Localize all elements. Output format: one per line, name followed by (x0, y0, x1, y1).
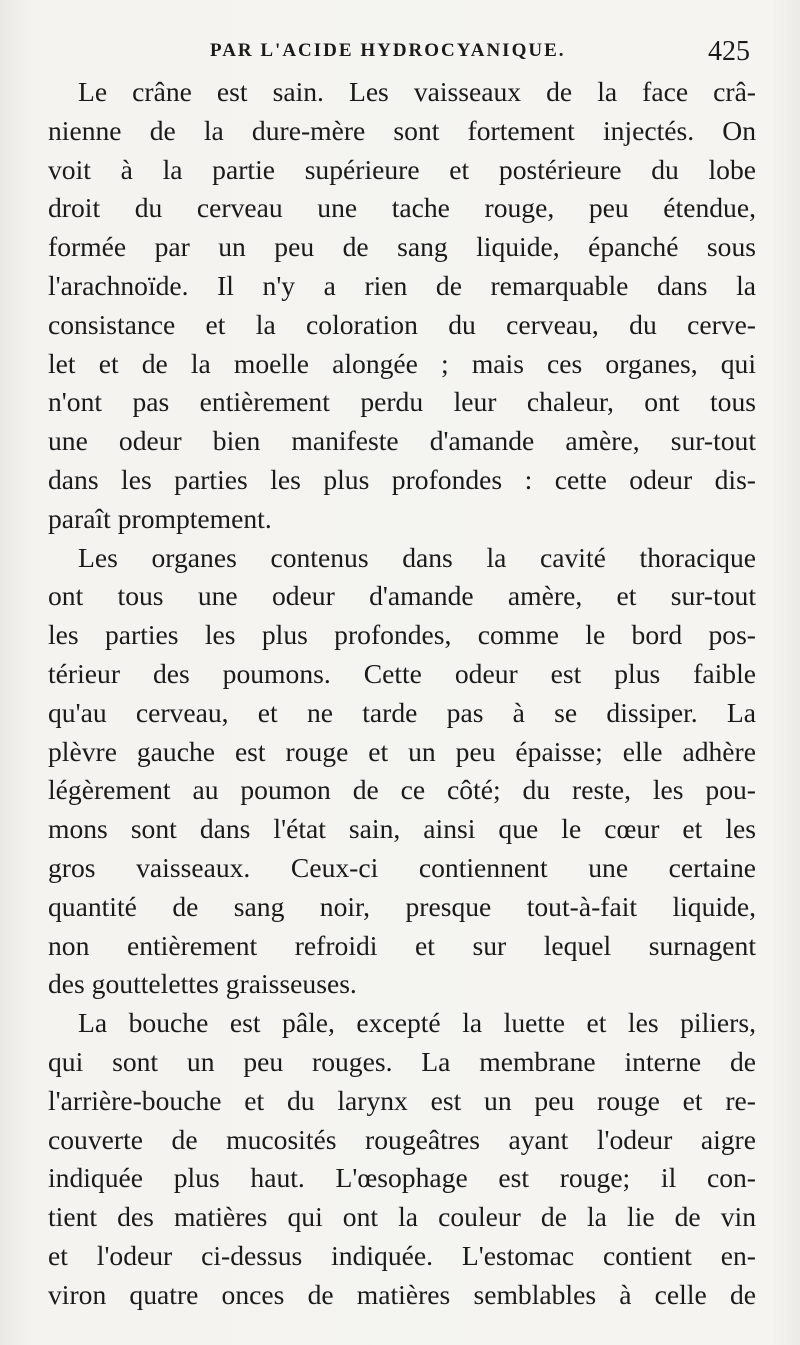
text-line: plèvre gauche est rouge et un peu épaisse; elle adhère (48, 735, 756, 767)
text-line: Les organes contenus dans la cavité thoracique (78, 541, 756, 573)
text-line: quantité de sang noir, presque tout-à-fait liquide, (48, 890, 756, 922)
text-line: légèrement au poumon de ce côté; du reste, les pou- (48, 774, 756, 806)
running-head (60, 36, 750, 66)
text-line: let et de la moelle alongée ; mais ces organes, qui (48, 347, 756, 379)
text-line: les parties les plus profondes, comme le bord pos- (48, 619, 756, 651)
text-line: qui sont un peu rouges. La membrane interne de (48, 1045, 756, 1077)
paragraph-1 (48, 73, 756, 539)
body-text (48, 73, 756, 1315)
text-line: tient des matières qui ont la couleur de la lie de vin (48, 1201, 756, 1233)
text-line: mons sont dans l'état sain, ainsi que le cœur et les (48, 813, 756, 845)
text-line: gros vaisseaux. Ceux-ci contiennent une certaine (48, 851, 756, 883)
text-line: ont tous une odeur d'amande amère, et sur-tout (48, 580, 756, 612)
text-line: une odeur bien manifeste d'amande amère, sur-tout (48, 425, 756, 457)
text-line: nienne de la dure-mère sont fortement injectés. On (48, 114, 756, 146)
text-line: l'arrière-bouche et du larynx est un peu rouge et re- (48, 1084, 756, 1116)
text-line: couverte de mucosités rougeâtres ayant l'odeur aigre (48, 1123, 756, 1155)
paragraph-3 (48, 1004, 756, 1314)
paragraph-2 (48, 539, 756, 1005)
text-line: formée par un peu de sang liquide, épanché sous (48, 231, 756, 263)
text-line: et l'odeur ci-dessus indiquée. L'estomac contient en- (48, 1239, 756, 1271)
running-title: PAR L'ACIDE HYDROCYANIQUE. (210, 40, 566, 61)
text-line: paraît promptement. (48, 502, 272, 534)
text-line: l'arachnoïde. Il n'y a rien de remarquable dans la (48, 269, 756, 301)
text-line: indiquée plus haut. L'œsophage est rouge; il con- (48, 1162, 756, 1194)
text-line: dans les parties les plus profondes : cette odeur dis- (48, 463, 756, 495)
text-line: n'ont pas entièrement perdu leur chaleur, ont tous (48, 386, 756, 418)
text-line: voit à la partie supérieure et postérieure du lobe (48, 153, 756, 185)
text-line: droit du cerveau une tache rouge, peu étendue, (48, 192, 756, 224)
text-line: térieur des poumons. Cette odeur est plus faible (48, 657, 756, 689)
text-line: non entièrement refroidi et sur lequel surnagent (48, 929, 756, 961)
text-line: viron quatre onces de matières semblables à celle de (48, 1278, 756, 1310)
text-line: La bouche est pâle, excepté la luette et les piliers, (78, 1007, 756, 1039)
text-line: Le crâne est sain. Les vaisseaux de la face crâ- (78, 76, 756, 107)
text-line: consistance et la coloration du cerveau, du cerve- (48, 308, 756, 340)
page-number: 425 (708, 36, 750, 67)
text-line: des gouttelettes graisseuses. (48, 968, 357, 1000)
text-line: qu'au cerveau, et ne tarde pas à se dissiper. La (48, 696, 756, 728)
